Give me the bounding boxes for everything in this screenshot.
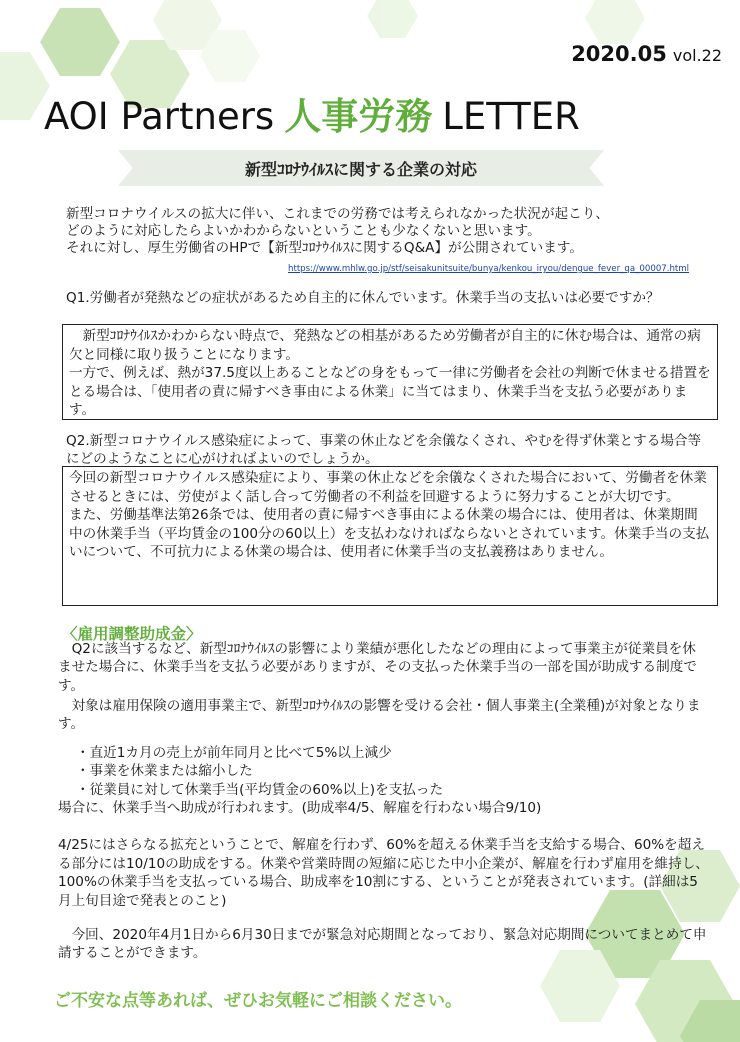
- title-highlight: 人事労務: [284, 95, 433, 138]
- intro-line-3: それに対し、厚生労働省のHPで【新型ｺﾛﾅｳｲﾙｽに関するQ&A】が公開されています。: [66, 240, 583, 256]
- list-item: ・直近1カ月の売上が前年同月と比べて5%以上減少: [76, 745, 392, 761]
- q2-answer-1: 今回の新型コロナウイルス感染症により、事業の休止などを余儀なくされた場合において、労働者を休業させるときには、労使がよく話し合って労働者の不利益を回避するように努力することが大切です。: [69, 470, 707, 505]
- subsidy-conditions-result: 場合に、休業手当へ助成が行われます。(助成率4/5、解雇を行わない場合9/10): [58, 800, 542, 816]
- title-letter: LETTER: [442, 95, 580, 138]
- q2-answer-box: [62, 466, 718, 606]
- q1-answer-box: [62, 324, 718, 420]
- subsidy-paragraph-4: 今回、2020年4月1日から6月30日までが緊急対応期間となっており、緊急対応期間についてまとめて申請することができます。: [58, 927, 707, 962]
- subsidy-paragraph-3: 4/25にはさらなる拡充ということで、解雇を行わず、60%を超える休業手当を支給する場合、60%を超える部分には10/10の助成をする。休業や営業時間の短縮に応じた中小企業が、解雇を行わず雇用を維持し、100%の休業手当を支払っている場合、助成率を10割にする、ということが発表されています。(詳細は5月上旬目途で発表とのこと): [58, 837, 709, 909]
- list-item: ・事業を休業または縮小した: [76, 763, 253, 780]
- issue-volume: vol.22: [672, 46, 722, 65]
- topic-banner-text: 新型ｺﾛﾅｳｲﾙｽに関する企業の対応: [244, 160, 477, 179]
- q1-answer-2: 一方で、例えば、熱が37.5度以上あることなどの身をもって一律に労働者を会社の判断で休ませる措置をとる場合は、「使用者の責に帰すべき事由による休業」に当てはまり、休業手当を支払う必要があります。: [69, 365, 711, 419]
- title-company: AOI Partners: [44, 95, 275, 138]
- issue-date: 2020.05: [571, 42, 667, 66]
- newsletter-title: [44, 86, 704, 140]
- q2-question: Q2.新型コロナウイルス感染症によって、事業の休止などを余儀なくされ、やむを得ず休業とする場合等にどのようなことに心がければよいのでしょうか。: [66, 433, 702, 467]
- closing-message: ご不安な点等あれば、ぜひお気軽にご相談ください。: [54, 991, 462, 1011]
- subsidy-heading: 〈雇用調整助成金〉: [62, 625, 202, 643]
- issue-label: [571, 42, 722, 66]
- intro-line-1: 新型コロナウイルスの拡大に伴い、これまでの労務では考えられなかった状況が起こり、: [66, 206, 609, 222]
- list-item: ・従業員に対して休業手当(平均賃金の60%以上)を支払った: [76, 781, 444, 798]
- q1-answer-1: 新型ｺﾛﾅｳｲﾙｽかわからない時点で、発熱などの相基があるため労働者が自主的に休む場合は、通常の病欠と同様に取り扱うことになります。: [69, 328, 701, 363]
- subsidy-paragraph-1: Q2に該当するなど、新型ｺﾛﾅｳｲﾙｽの影響により業績が悪化したなどの理由によって事業主が従業員を休ませた場合に、休業手当を支払う必要がありますが、その支払った休業手当の一部を国が助成する制度です。: [58, 641, 697, 694]
- mhlw-qa-link[interactable]: https://www.mhlw.go.jp/stf/seisakunitsuite/bunya/kenkou_iryou/dengue_fever_qa_00007.html: [288, 264, 690, 274]
- q2-answer-2: また、労働基準法第26条では、使用者の責に帰すべき事由による休業の場合には、使用者は、休業期間中の休業手当（平均賃金の100分の60以上）を支払わなければならないとされています。休業手当の支払いについて、不可抗力による休業の場合は、使用者に休業手当の支払義務はありません。: [69, 507, 710, 561]
- subsidy-paragraph-2: 対象は雇用保険の適用事業主で、新型ｺﾛﾅｳｲﾙｽの影響を受ける会社・個人事業主(全業種)が対象となります。: [58, 698, 701, 733]
- subsidy-conditions: [76, 744, 443, 799]
- q1-question: Q1.労働者が発熱などの症状があるため自主的に休んでいます。休業手当の支払いは必要ですか？: [66, 290, 660, 306]
- intro-line-2: どのように対応したらよいかわからないということも少なくないと思います。: [66, 223, 541, 239]
